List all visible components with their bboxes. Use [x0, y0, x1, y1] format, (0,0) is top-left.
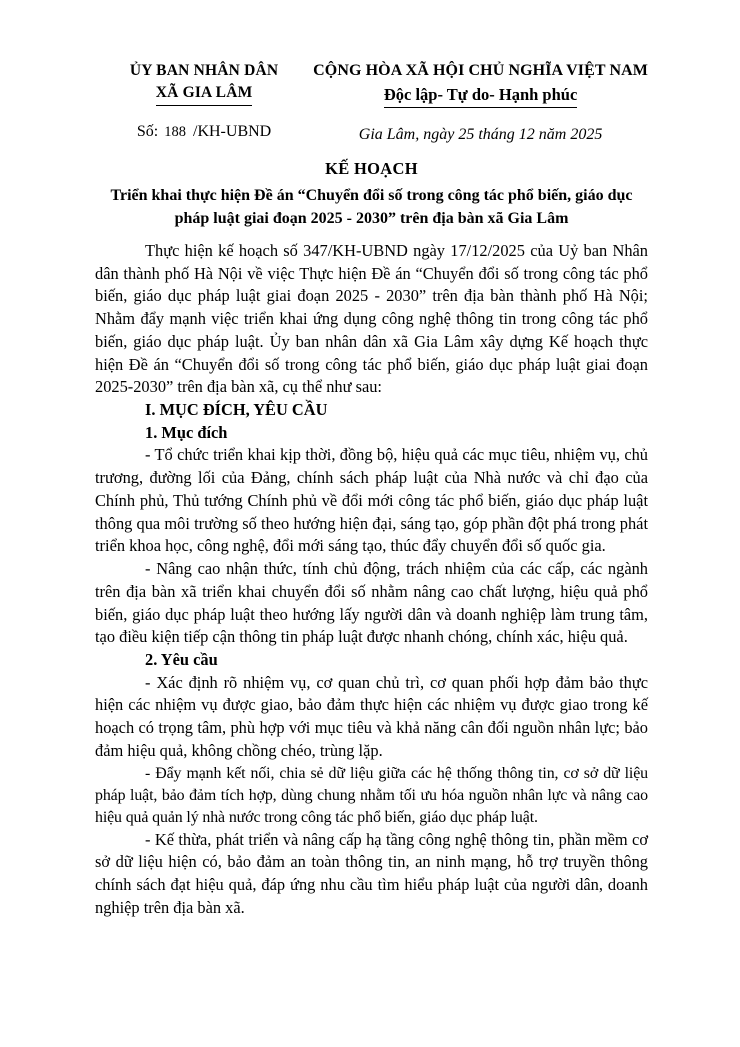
paragraph-requirement-1: - Xác định rõ nhiệm vụ, cơ quan chủ trì, cơ quan phối hợp đảm bảo thực hiện các nhiệm vụ được giao, bảo đảm thực hiện các nhiệm vụ được giao trong kế hoạch có trọng tâm, phù hợp với mục tiêu và khả năng cân đối nguồn nhân lực; bảo đảm hiệu quả, không chồng chéo, trùng lặp. — [95, 672, 648, 760]
issuing-authority-line1: ỦY BAN NHÂN DÂN — [129, 62, 279, 79]
national-heading-block — [313, 60, 648, 147]
paragraph-requirement-2: - Đẩy mạnh kết nối, chia sẻ dữ liệu giữa các hệ thống thông tin, cơ sở dữ liệu pháp luật, bảo đảm tích hợp, dùng chung nhằm tối ưu hóa nguồn nhân lực và nâng cao hiệu quả quản lý nhà nước trong công tác phổ biến, giáo dục pháp luật. — [95, 764, 648, 826]
document-number-value: 188 — [164, 124, 186, 140]
national-name: CỘNG HÒA XÃ HỘI CHỦ NGHĨA VIỆT NAM — [313, 62, 648, 79]
subsection-heading-1: 1. Mục đích — [145, 422, 228, 442]
issuing-authority-line2: XÃ GIA LÂM — [156, 82, 253, 106]
paragraph-requirement-3: - Kế thừa, phát triển và nâng cấp hạ tầng công nghệ thông tin, phần mềm cơ sở dữ liệu hiện có, bảo đảm an toàn thông tin, an ninh mạng, hỗ trợ truyền thông chính sách đạt hiệu quả, đáp ứng nhu cầu tìm hiểu pháp luật của người dân, doanh nghiệp trên địa bàn xã. — [95, 829, 648, 917]
paragraph-purpose-1: - Tổ chức triển khai kịp thời, đồng bộ, hiệu quả các mục tiêu, nhiệm vụ, chủ trương, đường lối của Đảng, chính sách pháp luật của Nhà nước và chỉ đạo của Chính phủ, Thủ tướng Chính phủ về đổi mới công tác phổ biến, giáo dục pháp luật thông qua môi trường số theo hướng hiện đại, sáng tạo, góp phần đột phá trong phát triển khoa học, công nghệ, đổi mới sáng tạo, thúc đẩy chuyển đổi số quốc gia. — [95, 445, 648, 556]
section-heading-1: I. MỤC ĐÍCH, YÊU CẦU — [145, 400, 328, 420]
issuing-authority-block — [95, 60, 313, 143]
place-and-date: Gia Lâm, ngày 25 tháng 12 năm 2025 — [358, 126, 603, 144]
intro-paragraph: Thực hiện kế hoạch số 347/KH-UBND ngày 17/12/2025 của Uỷ ban Nhân dân thành phố Hà Nội về việc Thực hiện Đề án “Chuyển đổi số trong công tác phổ biến, giáo dục pháp luật giai đoạn 2025 - 2030” trên địa bàn thành phố Hà Nội; Nhằm đẩy mạnh việc triển khai ứng dụng công nghệ thông tin trong công tác phổ biến, giáo dục pháp luật. Ủy ban nhân dân xã Gia Lâm xây dựng Kế hoạch thực hiện Đề án “Chuyển đổi số trong công tác phổ biến, giáo dục pháp luật giai đoạn 2025-2030” trên địa bàn xã, cụ thể như sau: — [95, 241, 648, 397]
national-motto: Độc lập- Tự do- Hạnh phúc — [384, 83, 577, 108]
document-type-label: KẾ HOẠCH — [325, 159, 418, 178]
document-header — [95, 60, 648, 147]
paragraph-purpose-2: - Nâng cao nhận thức, tính chủ động, trách nhiệm của các cấp, các ngành trên địa bàn xã triển khai chuyển đổi số nhằm nâng cao chất lượng, hiệu quả phổ biến, giáo dục pháp luật theo hướng lấy người dân và doanh nghiệp làm trung tâm, tạo điều kiện tiếp cận thông tin pháp luật được nhanh chóng, chính xác, hiệu quả. — [95, 559, 648, 647]
document-body — [95, 240, 648, 919]
subsection-heading-2: 2. Yêu cầu — [145, 649, 218, 669]
document-number-prefix: Số: — [136, 123, 159, 140]
document-number-suffix: /KH-UBND — [193, 123, 272, 140]
title-block — [95, 157, 648, 230]
page-title: Triển khai thực hiện Đề án “Chuyển đổi số trong công tác phổ biến, giáo dục pháp luật giai đoạn 2025 - 2030” trên địa bàn xã Gia Lâm — [110, 186, 633, 228]
document-number-line — [95, 121, 313, 143]
